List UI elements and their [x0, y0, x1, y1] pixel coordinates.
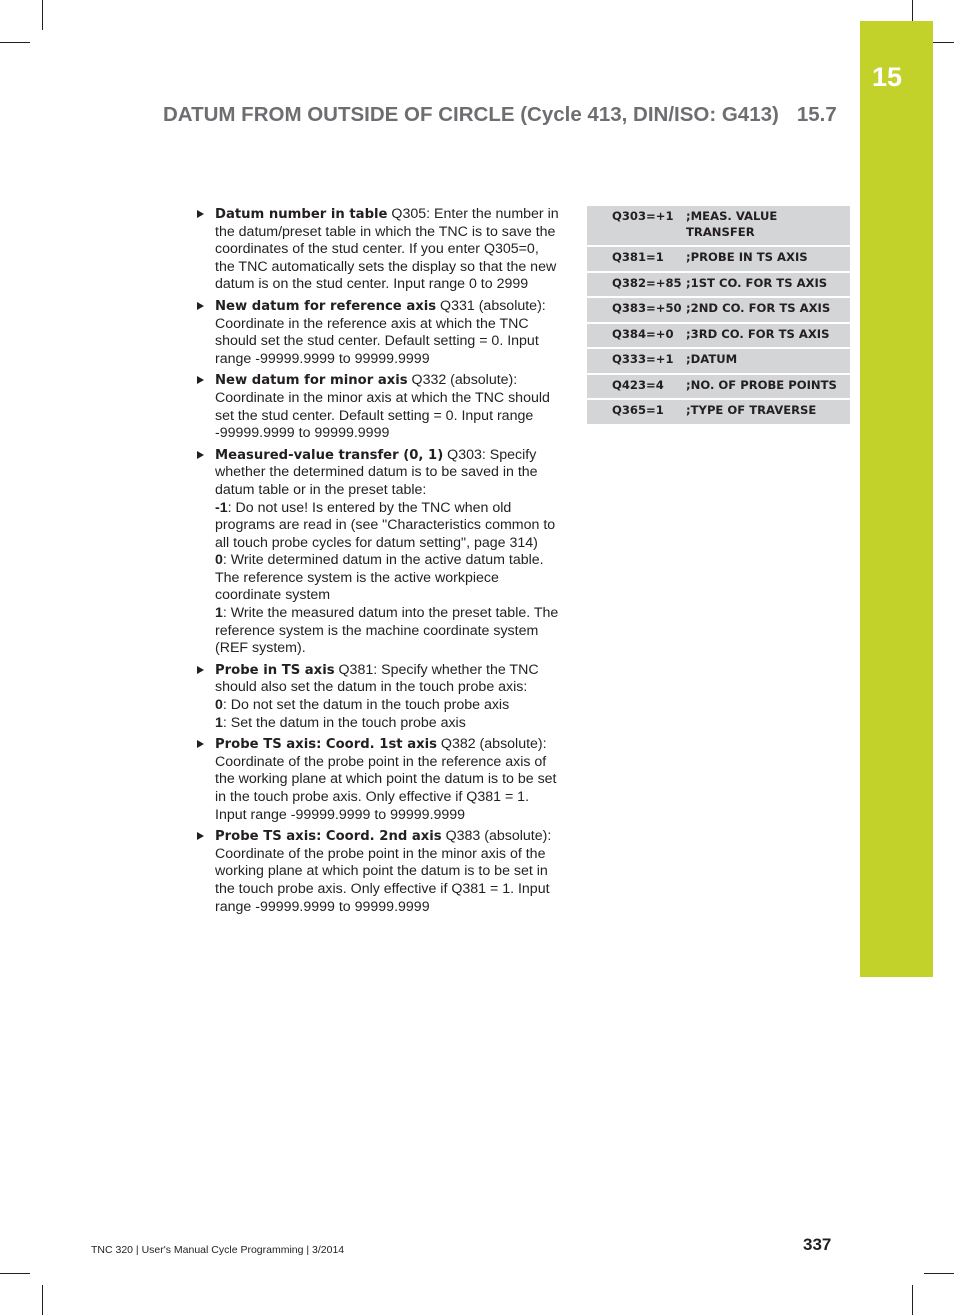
crop-mark	[924, 1273, 954, 1274]
code-param: Q365=1	[587, 400, 686, 426]
description-text: : Write determined datum in the active datum table. The reference system is the active workpiece coordinate system	[215, 552, 544, 604]
code-comment: ;DATUM	[686, 349, 850, 375]
parameter-item	[195, 447, 560, 658]
description-text: : Enter the number in the datum/preset table in which the TNC is to save the coordinates of the stud center. If you enter Q305=0, the TNC automatically sets the display so that the new datum is on the stud center. Input range 0 to 2999	[215, 206, 559, 293]
code-param: Q303=+1	[587, 206, 686, 247]
parameter-term: Datum number in table	[215, 207, 388, 222]
code-param: Q381=1	[587, 247, 686, 273]
code-comment: ;TYPE OF TRAVERSE	[686, 400, 850, 426]
option-value: 1	[215, 714, 223, 731]
bullet-triangle-icon	[197, 302, 204, 310]
code-param: Q384=+0	[587, 324, 686, 350]
code-comment: ;PROBE IN TS AXIS	[686, 247, 850, 273]
header-title: DATUM FROM OUTSIDE OF CIRCLE (Cycle 413, DIN/ISO: G413)	[163, 103, 779, 126]
code-comment: ;3RD CO. FOR TS AXIS	[686, 324, 850, 350]
crop-mark	[42, 1285, 43, 1315]
code-example-table	[587, 206, 850, 426]
code-row	[587, 349, 850, 375]
option-value: 1	[215, 605, 223, 622]
option-value: -1	[215, 499, 228, 516]
description-text: : Do not use! Is entered by the TNC when old programs are read in (see "Characteristics common to all touch probe cycles for datum setting", page 314)	[215, 499, 556, 551]
code-comment: ;2ND CO. FOR TS AXIS	[686, 298, 850, 324]
crop-mark	[42, 0, 43, 30]
description-text: Coordinate in the reference axis at which the TNC should set the stud center. Default setting = 0. Input range -99999.9999 to 99999.9999	[215, 315, 539, 367]
code-comment: ;MEAS. VALUE TRANSFER	[686, 206, 850, 247]
header-section-number: 15.7	[796, 103, 837, 126]
parameter-item	[195, 298, 560, 368]
parameter-term: Probe TS axis: Coord. 1st axis	[215, 737, 437, 753]
crop-mark	[0, 42, 30, 43]
code-param: Q423=4	[587, 375, 686, 401]
code-row	[587, 298, 850, 324]
description-text: : Set the datum in the touch probe axis	[222, 714, 466, 731]
parameter-term: Measured-value transfer (0, 1)	[215, 447, 444, 463]
parameter-item	[195, 206, 560, 294]
code-param: Q383=+50	[587, 298, 686, 324]
code-comment: ;1ST CO. FOR TS AXIS	[686, 273, 850, 299]
parameter-code: Q305	[387, 206, 427, 222]
parameter-item	[195, 736, 560, 824]
bullet-triangle-icon	[197, 740, 204, 748]
code-param: Q333=+1	[587, 349, 686, 375]
option-value: 0	[215, 697, 223, 714]
code-param: Q382=+85	[587, 273, 686, 299]
bullet-triangle-icon	[197, 210, 204, 218]
description-text: : Do not set the datum in the touch probe axis	[222, 697, 510, 714]
code-row	[587, 375, 850, 401]
bullet-triangle-icon	[197, 832, 204, 840]
bullet-triangle-icon	[197, 451, 204, 459]
description-text: Coordinate of the probe point in the reference axis of the working plane at which point the datum is to be set in the touch probe axis. Only effective if Q381 = 1. Input range -99999.9999 to 99999.9999	[215, 753, 557, 823]
chapter-tab	[860, 21, 933, 977]
chapter-number: 15	[872, 62, 903, 92]
description-text: Coordinate of the probe point in the minor axis of the working plane at which point the datum is to be set in the touch probe axis. Only effective if Q381 = 1. Input range -99999.9999 to 99999.9999	[215, 845, 550, 915]
parameter-code: Q332 (absolute):	[407, 372, 518, 389]
parameter-term: New datum for minor axis	[215, 373, 408, 389]
parameter-code: Q381	[334, 661, 374, 678]
parameter-item	[195, 372, 560, 442]
code-row	[587, 247, 850, 273]
description-text: : Write the measured datum into the preset table. The reference system is the machine coordinate system (REF system).	[215, 605, 559, 657]
footer-text: TNC 320 | User's Manual Cycle Programming | 3/2014	[91, 1244, 345, 1256]
crop-mark	[0, 1273, 30, 1274]
code-comment: ;NO. OF PROBE POINTS	[686, 375, 850, 401]
parameter-item	[195, 828, 560, 916]
page-number: 337	[803, 1235, 832, 1254]
parameter-list	[195, 206, 560, 920]
description-text: Coordinate in the minor axis at which the TNC should set the stud center. Default setting = 0. Input range -99999.9999 to 99999.9999	[215, 389, 550, 442]
code-row	[587, 400, 850, 426]
parameter-code: Q382 (absolute):	[436, 736, 547, 753]
parameter-term: New datum for reference axis	[215, 298, 437, 314]
parameter-code: Q383 (absolute):	[441, 828, 552, 845]
crop-mark	[912, 1285, 913, 1315]
parameter-term: Probe TS axis: Coord. 2nd axis	[215, 829, 442, 845]
option-value: 0	[215, 552, 223, 569]
code-row	[587, 273, 850, 299]
code-row	[587, 206, 850, 247]
parameter-item	[195, 662, 560, 732]
page-header	[163, 103, 853, 127]
bullet-triangle-icon	[197, 376, 204, 384]
description-text: : Specify whether the determined datum is to be saved in the datum table or in the preset table:	[215, 446, 538, 498]
description-text: : Specify whether the TNC should also set the datum in the touch probe axis:	[215, 661, 539, 696]
code-row	[587, 324, 850, 350]
parameter-code: Q303	[443, 446, 482, 463]
bullet-triangle-icon	[197, 666, 204, 674]
parameter-code: Q331 (absolute):	[436, 297, 546, 314]
parameter-term: Probe in TS axis	[215, 662, 335, 678]
